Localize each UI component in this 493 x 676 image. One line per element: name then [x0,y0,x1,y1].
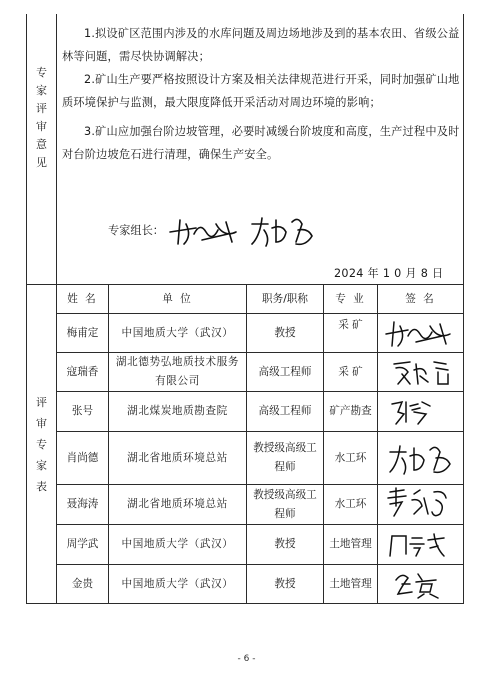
table-cell-name: 金贵 [71,577,94,590]
table-cell-major: 水工环 [334,498,367,510]
table-cell-name: 寇瑞香 [66,365,99,378]
table-cell-title: 高级工程师 [258,405,312,417]
table-cell-name: 肖尚德 [66,451,99,464]
table-cell-major: 矿产勘查 [329,405,372,417]
table-cell-title: 教授级高级工程师 [253,488,317,520]
side-label-char: 表 [36,480,47,493]
review-date: 2024 年 1 0 月 8 日 [334,267,444,280]
table-cell-unit: 湖北省地质环境总站 [127,451,228,464]
table-col-line [377,284,378,604]
table-cell-unit: 中国地质大学（武汉） [121,538,234,550]
expert-table-side-label [27,392,56,497]
side-label-char: 审 [36,120,47,133]
side-label-char: 专 [36,438,47,451]
header-title: 职务/职称 [262,292,308,305]
table-cell-title: 高级工程师 [258,365,312,378]
expert-leader-label: 专家组长： [108,224,164,237]
side-label-char: 评 [36,396,47,409]
table-cell-unit: 湖北德势弘地质技术服务有限公司 [115,356,240,387]
signature-row-2 [390,356,456,388]
opinion-paragraph-2: 2.矿山生产要严格按照设计方案及相关法律规范进行开采，同时加强矿山地质环境保护与监测，最大限度降低开采活动对周边环境的影响； [62,73,460,109]
table-cell-major: 采 矿 [338,365,363,378]
side-label-char: 见 [36,156,47,169]
table-cell-name: 梅甫定 [66,326,99,339]
header-unit: 单 位 [162,292,193,305]
signature-row-7 [392,568,446,600]
frame-right-border [463,14,464,604]
side-label-char: 审 [36,417,47,430]
table-cell-unit: 中国地质大学（武汉） [121,326,234,339]
table-cell-unit: 湖北省地质环境总站 [127,498,228,510]
table-cell-title: 教授 [274,538,296,550]
table-cell-title: 教授级高级工程师 [253,442,317,473]
table-cell-title: 教授 [274,577,296,590]
side-label-char: 意 [36,138,47,151]
review-opinion-side-label [27,64,56,172]
table-cell-major: 土地管理 [329,577,372,590]
signature-row-3 [388,396,436,428]
leader-signature-2 [246,212,318,250]
signature-row-1 [382,318,458,350]
opinion-paragraph-1: 1.拟设矿区范围内涉及的水库问题及周边场地涉及到的基本农田、省级公益林等问题，需尽快协调解决； [62,27,460,63]
leader-signature-1 [166,214,244,248]
side-label-char: 专 [36,66,47,79]
side-label-char: 家 [36,84,47,97]
table-cell-name: 周学武 [66,538,99,550]
table-cell-unit: 中国地质大学（武汉） [121,577,234,590]
signature-row-6 [386,530,448,560]
header-signature: 签 名 [405,292,436,305]
side-label-char: 评 [36,102,47,115]
signature-row-5 [384,484,456,524]
table-cell-unit: 湖北煤炭地质勘查院 [127,405,228,417]
header-name: 姓 名 [67,292,98,305]
table-cell-major: 采 矿 [338,318,363,331]
header-major: 专 业 [335,292,366,305]
signature-row-4 [384,440,456,476]
page-number: - 6 - [237,654,256,664]
opinion-paragraph-3: 3.矿山应加强台阶边坡管理，必要时减缓台阶坡度和高度，生产过程中及时对台阶边坡危石进行清理，确保生产安全。 [62,125,460,161]
table-cell-name: 聂海涛 [66,498,99,510]
side-label-char: 家 [36,459,47,472]
table-cell-major: 土地管理 [329,538,372,550]
table-cell-title: 教授 [274,326,296,339]
frame-bottom-border [26,603,464,604]
table-cell-major: 水工环 [334,451,367,464]
table-cell-name: 张号 [71,405,94,417]
